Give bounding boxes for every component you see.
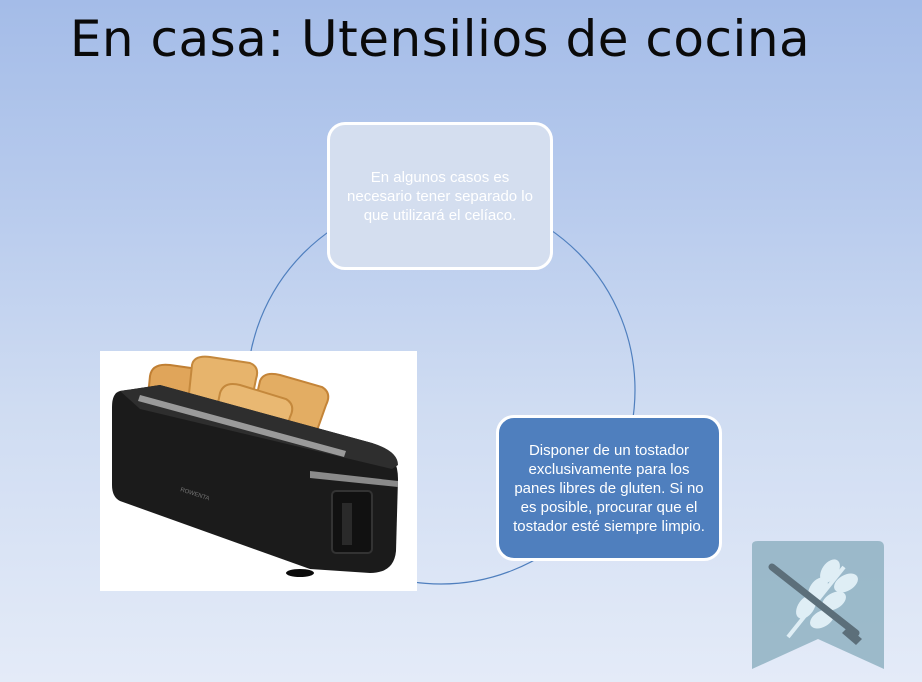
toaster-photo bbox=[100, 351, 417, 591]
cycle-item-text: En algunos casos es necesario tener separado lo que utilizará el celíaco. bbox=[347, 168, 533, 224]
cycle-item-separate-utensils bbox=[327, 122, 553, 270]
cycle-item-text: Disponer de un tostador exclusivamente para los panes libres de gluten. Si no es posible, procurar que el tostador esté siempre limpio. bbox=[513, 441, 705, 535]
cycle-item-dedicated-toaster bbox=[496, 415, 722, 561]
toaster-brand-label: ROWENTA bbox=[179, 487, 210, 503]
slide-title: En casa: Utensilios de cocina bbox=[69, 10, 811, 68]
wheat-crossed-icon bbox=[748, 541, 888, 671]
toaster-icon bbox=[100, 351, 417, 591]
toaster-body bbox=[112, 385, 398, 577]
